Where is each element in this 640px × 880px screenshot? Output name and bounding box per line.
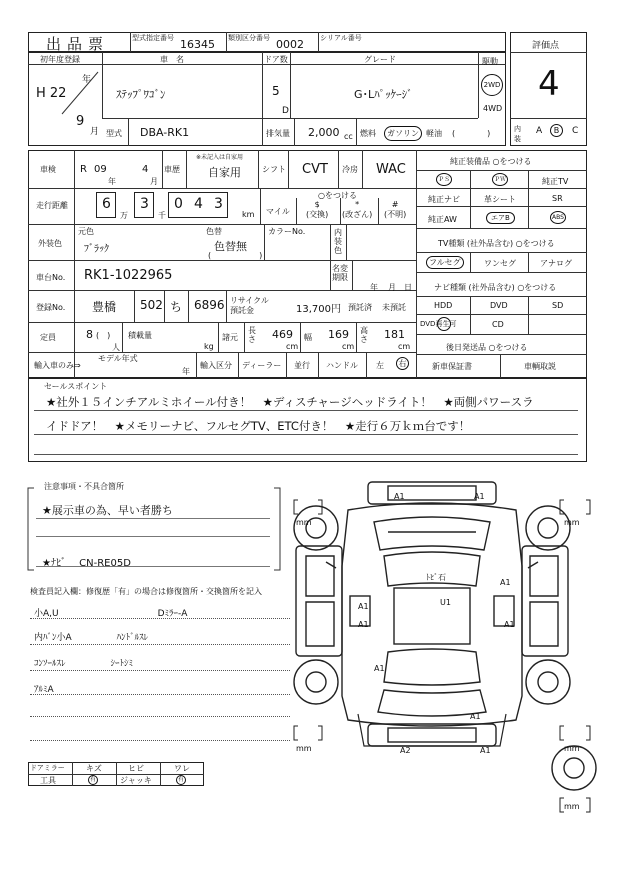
class-label: 類別区分番号 — [228, 34, 270, 42]
grade-label: グレード — [364, 55, 396, 64]
chassis-label: 車台No. — [36, 273, 66, 282]
height: 181 — [384, 328, 405, 341]
mileage-circle-note: ○をつける — [318, 191, 357, 200]
later-warranty: 新車保証書 — [432, 362, 472, 371]
mm-front-left: mm — [296, 518, 312, 527]
shift: CVT — [302, 162, 328, 177]
sales-line1: ★社外１５インチアルミホイール付き！ ★ディスチャージヘッドライト！ ★両側パワースラ — [46, 395, 534, 409]
plate-area: 豊橋 — [92, 300, 117, 314]
legend-break: ワレ — [174, 764, 190, 773]
unknown-label: # (不明) — [384, 200, 407, 219]
recycle-label: リサイクル預託金 — [230, 296, 269, 315]
mileage-label: 走行距離 — [36, 201, 68, 210]
handle-left: 左 — [376, 361, 384, 370]
equip-title: 純正装備品 ○をつける — [450, 157, 532, 166]
form-title: 出品票 — [46, 35, 110, 53]
mm-spare: mm — [564, 802, 580, 811]
dvd-circle — [437, 317, 451, 331]
navi-hdd: HDD — [434, 301, 453, 310]
model-type: DBA-RK1 — [140, 126, 190, 139]
navi-sd: SD — [552, 301, 564, 310]
equip-leather: 革シート — [484, 195, 516, 204]
notes-line2: ★ﾅﾋﾞ CN-RE05D — [42, 558, 131, 569]
tv-analog: アナログ — [540, 259, 572, 268]
interior-color-label: 内装色 — [334, 228, 342, 255]
mileage-sen: 千 — [158, 211, 166, 220]
legend-jack-yes: 有 — [177, 776, 184, 783]
mm-front-right: mm — [564, 518, 580, 527]
legend-mirror: ドアミラー — [30, 764, 65, 772]
rename-y: 年 — [370, 283, 378, 292]
history: 自家用 — [208, 166, 241, 179]
capacity-paren: ( ) — [96, 331, 111, 340]
rename-label: 名変期限 — [332, 264, 348, 282]
tv-fullseg: フルセグ — [426, 256, 464, 269]
reg-month: 9 — [76, 114, 85, 129]
fuel: ガソリン — [384, 126, 422, 141]
mm-rear-right: mm — [564, 744, 580, 753]
recycle-unpaid: 未預託 — [382, 303, 406, 312]
model-year-unit: 年 — [182, 367, 190, 376]
displacement: 2,000 — [308, 126, 340, 139]
remark-line-3: ｺﾝｿｰﾙｽﾚ ｼｰﾄｼﾐ — [34, 659, 134, 669]
import-div-label: 輸入区分 — [200, 361, 232, 370]
mark-rear-right: A1 — [470, 712, 481, 721]
car-name-label: 車 名 — [160, 55, 184, 64]
legend-tools: 工具 — [40, 776, 56, 785]
mark-rear-bumper-right: A1 — [480, 746, 491, 755]
equip-navi: 純正ナビ — [428, 195, 460, 204]
width: 169 — [328, 328, 349, 341]
remarks-label: 検査員記入欄：修復歴「有」の場合は修復箇所・交換箇所を記入 — [30, 587, 262, 596]
plate-label: 登録No. — [36, 303, 66, 312]
history-label: 車歴 — [164, 165, 180, 174]
sales-label: セールスポイント — [44, 382, 108, 391]
month-unit: 月 — [90, 127, 100, 137]
equip-tv: 純正TV — [542, 177, 569, 186]
spec-label: 諸元 — [222, 333, 238, 342]
year-unit: 年 — [82, 75, 92, 85]
mark-left-rear: A1 — [358, 620, 369, 629]
mark-roof: U1 — [440, 598, 451, 607]
inspection-year-unit: 年 — [108, 177, 116, 186]
capacity: 8 — [86, 328, 93, 341]
drive-2wd: 2WD — [481, 74, 503, 96]
interior-a: A — [536, 126, 543, 136]
mark-right-front: A1 — [500, 578, 511, 587]
parallel: 並行 — [294, 361, 310, 370]
car-name: ｽﾃｯﾌﾟﾜｺﾞﾝ — [116, 88, 166, 101]
interior-b: B — [550, 124, 563, 137]
orig-color: ﾌﾞﾗｯｸ — [84, 244, 109, 255]
inspection-month: 4 — [142, 164, 149, 175]
class-code: 0002 — [276, 38, 304, 51]
width-unit: cm — [342, 342, 355, 351]
remark-line-1: 小A,U Dﾐﾗｰ-A — [34, 609, 188, 619]
kg-unit: kg — [204, 342, 214, 351]
handle-label: ハンドル — [326, 361, 358, 370]
mile-label: マイル — [266, 207, 290, 216]
score-value: 4 — [538, 64, 560, 104]
car-damage-diagram — [288, 476, 600, 816]
tv-title: TV種類 (社外品含む) ○をつける — [438, 239, 555, 248]
history-note: ※未記入は自家用 — [196, 154, 244, 161]
grade: G･Lﾊﾟｯｹｰｼﾞ — [354, 88, 413, 101]
chassis-no: RK1-1022965 — [84, 268, 173, 283]
equip-ps: ＰＳ — [436, 173, 452, 186]
plate-num2: 6896 — [194, 298, 225, 312]
navi-title: ナビ種類 (社外品含む) ○をつける — [434, 283, 557, 292]
door-type: D — [282, 106, 289, 116]
mileage-man: 万 — [120, 211, 128, 220]
mileage-d4: 4 — [194, 196, 203, 212]
interior-c: C — [572, 126, 579, 136]
mark-front-right: A1 — [474, 492, 485, 501]
fuel-label: 燃料 — [360, 129, 376, 138]
tv-oneseg: ワンセグ — [484, 259, 516, 268]
exchange-label: $ (交換) — [306, 200, 329, 219]
diesel: 軽油 — [426, 129, 442, 138]
first-reg-label: 初年度登録 — [40, 55, 80, 64]
mm-rear-left: mm — [296, 744, 312, 753]
equip-airbag: エアB — [486, 212, 515, 224]
inspection-month-unit: 月 — [150, 177, 158, 186]
modified-label: * (改ざん) — [342, 200, 373, 219]
inspection-year: 09 — [94, 164, 107, 175]
plate-kana: ち — [170, 300, 183, 314]
model-year-label: モデル年式 — [98, 354, 138, 363]
mileage-d3: 0 — [174, 196, 183, 212]
equip-sr: SR — [552, 194, 563, 203]
type-label: 型式 — [106, 129, 122, 138]
model-code-label: 型式指定番号 — [132, 34, 174, 42]
capacity-label: 定員 — [40, 333, 56, 342]
mileage-d5: 3 — [214, 196, 223, 212]
shift-label: シフト — [262, 165, 286, 174]
fuel-other: ( ) — [452, 129, 491, 138]
legend-crack: ヒビ — [128, 764, 144, 773]
legend-jack: ジャッキ — [120, 776, 152, 785]
rename-d: 日 — [404, 283, 412, 292]
notes-label: 注意事項・不具合箇所 — [44, 482, 124, 491]
recycle-status: 預託済 — [348, 303, 372, 312]
mark-right-door: A1 — [504, 620, 515, 629]
later-manual: 車輌取説 — [524, 362, 556, 371]
rename-m: 月 — [388, 283, 396, 292]
load-label: 積載量 — [128, 331, 152, 340]
color-no-label: カラーNo. — [268, 227, 306, 236]
serial-label: シリアル番号 — [320, 34, 362, 42]
mileage-d2: 3 — [140, 196, 149, 212]
score-label: 評価点 — [532, 41, 560, 51]
person-unit: 人 — [112, 343, 120, 352]
equip-pw: ＰＷ — [492, 173, 508, 186]
later-title: 後日発送品 ○をつける — [446, 343, 528, 352]
color-label: 外装色 — [38, 239, 62, 248]
inspection-label: 車検 — [40, 165, 56, 174]
remark-line-2: 内ﾊﾞﾝ小A ﾊﾝﾄﾞﾙｽﾚ — [34, 633, 149, 643]
inspection-era: R — [80, 164, 87, 175]
equip-abs: ABS — [550, 211, 566, 224]
drive-label: 駆動 — [482, 57, 498, 66]
interior-label: 内装 — [514, 125, 521, 143]
length: 469 — [272, 328, 293, 341]
mark-rear-bumper: A2 — [400, 746, 411, 755]
remark-line-4: ｱﾙﾐA — [34, 685, 54, 695]
legend-tools-yes: 有 — [89, 776, 96, 783]
mark-left-door: A1 — [358, 602, 369, 611]
ac: WAC — [376, 162, 406, 177]
height-label: 高さ — [360, 326, 368, 344]
doors-label: ドア数 — [264, 55, 288, 64]
navi-cd: CD — [492, 320, 504, 329]
model-code: 16345 — [180, 38, 215, 51]
cc-unit: cc — [344, 132, 353, 141]
navi-dvd-play: DVD再生可 — [420, 320, 457, 328]
drive-4wd: 4WD — [483, 104, 503, 113]
ac-label: 冷房 — [342, 165, 358, 174]
mark-left-quarter: A1 — [374, 664, 385, 673]
equip-aw: 純正AW — [428, 215, 457, 224]
sales-line2: イドドア！ ★メモリーナビ、フルセグTV、ETC付き！ ★走行６万ｋｍ台です！ — [46, 419, 471, 433]
color-change: 色替無 — [214, 240, 247, 253]
handle-right: 右 — [396, 357, 409, 370]
legend-scratch: キズ — [86, 764, 102, 773]
plate-num1: 502 — [140, 298, 163, 312]
reg-year: H 22 — [36, 86, 67, 101]
mileage-d1: 6 — [102, 196, 111, 212]
height-unit: cm — [398, 342, 411, 351]
recycle-amount: 13,700円 — [296, 304, 341, 315]
mark-chip: ﾄﾋﾞ石 — [426, 573, 446, 582]
displacement-label: 排気量 — [266, 129, 290, 138]
navi-dvd: DVD — [490, 301, 508, 310]
color-change-label: 色替 — [206, 227, 222, 236]
length-label: 長さ — [248, 326, 256, 344]
dealer: ディーラー — [242, 361, 282, 370]
mark-front-left: A1 — [394, 492, 405, 501]
reg-divider — [60, 70, 100, 116]
notes-line1: ★展示車の為、早い者勝ち — [42, 504, 173, 517]
orig-color-label: 元色 — [78, 227, 94, 236]
doors: 5 — [272, 84, 280, 98]
mileage-km: km — [242, 210, 255, 219]
length-unit: cm — [286, 342, 299, 351]
width-label: 幅 — [304, 333, 312, 342]
import-label: 輸入車のみ⇒ — [34, 361, 81, 370]
color-paren: ( ) — [208, 251, 263, 260]
